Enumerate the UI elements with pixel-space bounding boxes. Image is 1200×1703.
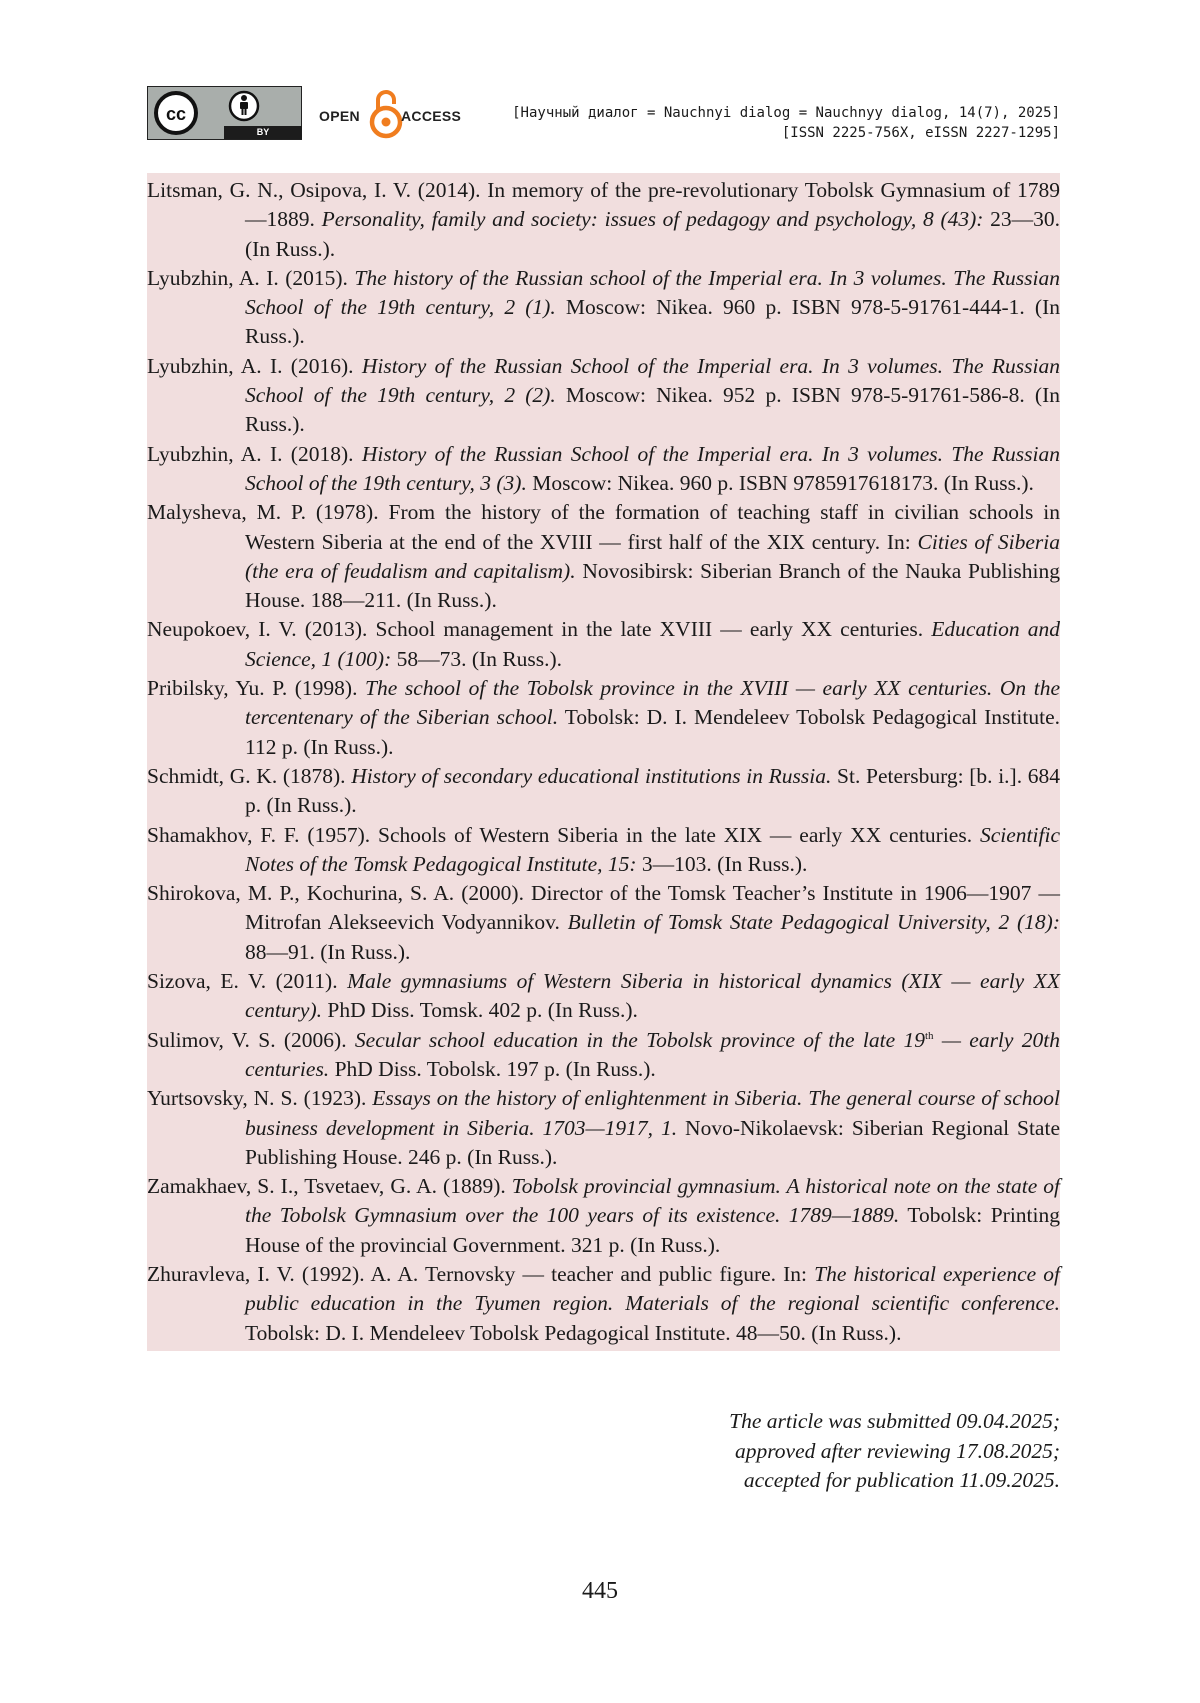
journal-title-line: [Научный диалог = Nauchnyi dialog = Nauchnyy dialog, 14(7), 2025]: [512, 105, 1060, 121]
reference-title: History of the Russian School of the Imperial era. In 3 volumes. The Russian School of the 19th century, 2 (2).: [245, 353, 1060, 408]
cc-by-license-badge: [147, 86, 302, 140]
reference-authors-text: Yurtsovsky, N. S. (1923).: [147, 1086, 373, 1111]
reference-publisher-text: Novosibirsk: Siberian Branch of the Nauka Publishing House. 188—211. (In Russ.).: [245, 558, 1060, 613]
reference-title: Tobolsk provincial gymnasium. A historical note on the state of the Tobolsk Gymnasium over the 100 years of its existence. 1789—1889.: [245, 1174, 1060, 1228]
reference-entry: [147, 762, 1060, 821]
reference-authors-text: Neupokoev, I. V. (2013). School management in the late XVIII — early XX centuries.: [147, 617, 932, 642]
reference-superscript: th: [924, 1029, 934, 1042]
reference-entry: [147, 440, 1060, 499]
reference-title: Personality, family and society: issues of pedagogy and psychology, 8 (43):: [321, 207, 984, 232]
approved-date: approved after reviewing 17.08.2025;: [734, 1438, 1060, 1463]
reference-publisher-text: 23—30. (In Russ.).: [245, 207, 1061, 261]
journal-issn-line: [ISSN 2225-756X, eISSN 2227-1295]: [781, 125, 1060, 141]
page-header: [147, 86, 1060, 142]
reference-title: The school of the Tobolsk province in the XVIII — early XX centuries. On the tercentenary of the Siberian school.: [245, 676, 1060, 730]
reference-publisher-text: PhD Diss. Tomsk. 402 p. (In Russ.).: [322, 998, 638, 1023]
reference-entry: [147, 352, 1060, 440]
reference-title: History of the Russian School of the Imperial era. In 3 volumes. The Russian School of the 19th century, 3 (3).: [245, 441, 1060, 495]
reference-title: History of secondary educational institutions in Russia.: [351, 763, 832, 788]
open-access-logo: [319, 86, 469, 142]
reference-publisher-text: 58—73. (In Russ.).: [391, 646, 563, 671]
reference-title-cont: — early 20th centuries.: [245, 1027, 1060, 1081]
reference-entry: [147, 264, 1060, 352]
reference-publisher-text: St. Petersburg: [b. i.]. 684 p. (In Russ.).: [245, 763, 1060, 818]
reference-authors-text: Litsman, G. N., Osipova, I. V. (2014). In memory of the pre-revolutionary Tobolsk Gymnasium of 1789—1889.: [147, 178, 1060, 232]
reference-entry: [147, 821, 1060, 880]
reference-entry: [147, 674, 1060, 762]
reference-authors-text: Lyubzhin, A. I. (2016).: [147, 353, 362, 378]
open-access-word-open: OPEN: [319, 108, 360, 124]
reference-authors-text: Sulimov, V. S. (2006).: [147, 1027, 355, 1052]
reference-title: The history of the Russian school of the Imperial era. In 3 volumes. The Russian School of the 19th century, 2 (1).: [245, 265, 1060, 320]
reference-authors-text: Shirokova, M. P., Kochurina, S. A. (2000). Director of the Tomsk Teacher’s Institute in 1906—1907 — Mitrofan Alekseevich Vodyannikov.: [147, 881, 1060, 935]
reference-entry: [147, 1260, 1060, 1348]
open-lock-icon: [369, 86, 403, 142]
creative-commons-icon: [148, 87, 224, 139]
reference-title: Essays on the history of enlightenment in Siberia. The general course of school business development in Siberia. 1703—1917, 1.: [245, 1086, 1060, 1140]
reference-list: [147, 173, 1060, 1351]
accepted-date: accepted for publication 11.09.2025.: [743, 1468, 1060, 1492]
reference-entry: [147, 498, 1060, 615]
reference-entry: [147, 879, 1060, 967]
reference-authors-text: Schmidt, G. K. (1878).: [147, 763, 352, 788]
reference-publisher-text: 3—103. (In Russ.).: [636, 851, 808, 876]
reference-publisher-text: Moscow: Nikea. 960 p. ISBN 978-5-91761-444-1. (In Russ.).: [245, 295, 1060, 349]
article-dates: [729, 1407, 1060, 1496]
reference-entry: [147, 1084, 1060, 1172]
license-by-label: BY: [256, 127, 270, 137]
reference-publisher-text: 88—91. (In Russ.).: [245, 939, 411, 964]
journal-citation: [512, 103, 1060, 143]
reference-publisher-text: Tobolsk: Printing House of the provincial Government. 321 p. (In Russ.).: [245, 1203, 1060, 1257]
reference-title: Cities of Siberia (the era of feudalism and capitalism).: [245, 529, 1061, 583]
reference-entry: [147, 176, 1060, 264]
reference-authors-text: Shamakhov, F. F. (1957). Schools of Western Siberia in the late XIX — early XX centuries.: [147, 822, 980, 847]
submitted-date: The article was submitted 09.04.2025;: [729, 1409, 1060, 1433]
reference-entry: [147, 967, 1060, 1026]
reference-publisher-text: Tobolsk: D. I. Mendeleev Tobolsk Pedagogical Institute. 112 p. (In Russ.).: [245, 705, 1060, 759]
reference-publisher-text: PhD Diss. Tobolsk. 197 p. (In Russ.).: [329, 1056, 656, 1081]
reference-title: Male gymnasiums of Western Siberia in historical dynamics (XIX — early XX century).: [245, 969, 1060, 1023]
reference-authors-text: Pribilsky, Yu. P. (1998).: [147, 676, 366, 701]
reference-title: Education and Science, 1 (100):: [245, 617, 1061, 671]
reference-title: Bulletin of Tomsk State Pedagogical University, 2 (18):: [567, 910, 1060, 935]
page-number: 445: [582, 1578, 618, 1604]
attribution-person-icon: [224, 87, 302, 127]
open-access-word-access: ACCESS: [401, 108, 462, 124]
reference-publisher-text: Novo-Nikolaevsk: Siberian Regional State Publishing House. 246 p. (In Russ.).: [245, 1115, 1060, 1169]
reference-publisher-text: Moscow: Nikea. 952 p. ISBN 978-5-91761-586-8. (In Russ.).: [245, 383, 1060, 437]
reference-title: Scientific Notes of the Tomsk Pedagogical Institute, 15:: [245, 822, 1060, 876]
svg-text:cc: cc: [165, 104, 187, 124]
reference-entry: [147, 615, 1060, 674]
reference-title: The historical experience of public education in the Tyumen region. Materials of the regional scientific conference.: [245, 1261, 1060, 1316]
reference-publisher-text: Tobolsk: D. I. Mendeleev Tobolsk Pedagogical Institute. 48—50. (In Russ.).: [245, 1320, 902, 1345]
reference-authors-text: Zamakhaev, S. I., Tsvetaev, G. A. (1889).: [147, 1174, 512, 1199]
reference-publisher-text: Moscow: Nikea. 960 p. ISBN 9785917618173. (In Russ.).: [526, 470, 1034, 495]
reference-title: Secular school education in the Tobolsk province of the late 19: [354, 1027, 925, 1052]
reference-authors-text: Sizova, E. V. (2011).: [147, 969, 348, 994]
reference-entry: [147, 1026, 1060, 1085]
reference-authors-text: Zhuravleva, I. V. (1992). A. A. Ternovsky — teacher and public figure. In:: [147, 1261, 815, 1286]
reference-entry: [147, 1172, 1060, 1260]
reference-authors-text: Malysheva, M. P. (1978). From the history of the formation of teaching staff in civilian schools in Western Siberia at the end of the XVIII — first half of the XIX century. In:: [147, 500, 1060, 554]
reference-authors-text: Lyubzhin, A. I. (2018).: [147, 441, 362, 466]
reference-authors-text: Lyubzhin, A. I. (2015).: [147, 265, 355, 290]
